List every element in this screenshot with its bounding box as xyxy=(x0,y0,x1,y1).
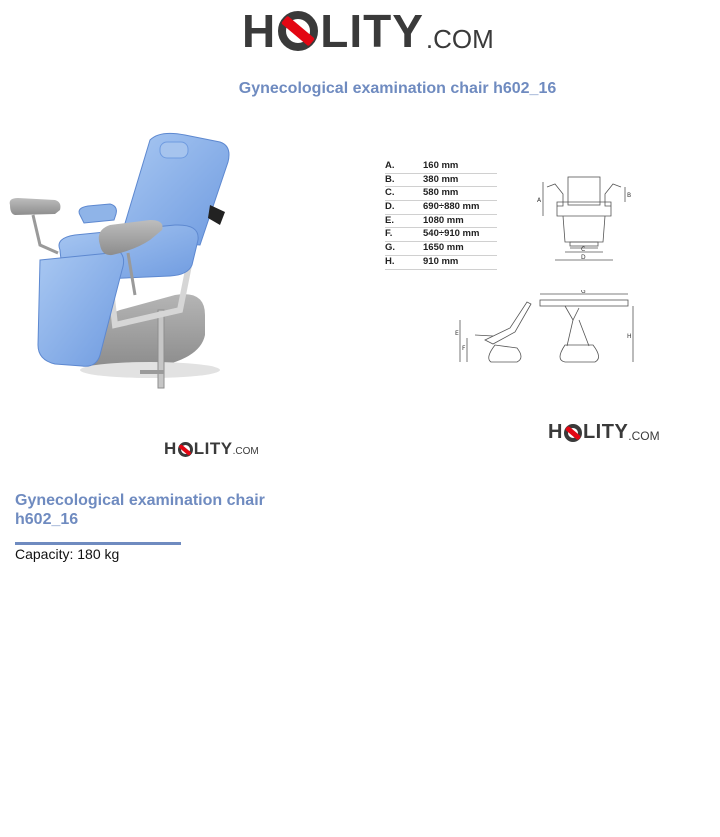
logo-o-icon xyxy=(564,424,582,442)
logo-letter-h: H xyxy=(548,421,563,443)
product-title: Gynecological examination chair h602_16 xyxy=(15,492,265,528)
dimension-value: 1080 mm xyxy=(423,214,464,226)
title-underline xyxy=(15,542,181,545)
logo-word: LITY xyxy=(320,5,424,57)
logo-word: LITY xyxy=(193,439,233,458)
drawing-label-g: G xyxy=(581,290,586,295)
dimension-row xyxy=(385,187,497,201)
drawing-label-f: F xyxy=(462,345,466,352)
dimension-value: 1650 mm xyxy=(423,242,464,254)
holity-logo[interactable] xyxy=(242,5,494,57)
dimension-key: D. xyxy=(385,201,395,213)
drawing-label-c: C xyxy=(581,246,586,253)
dimension-key: G. xyxy=(385,242,396,254)
holity-logo-watermark-2 xyxy=(548,422,660,443)
front-view-drawing xyxy=(535,172,635,264)
dimension-value: 160 mm xyxy=(423,160,459,171)
logo-tld: .COM xyxy=(628,429,660,443)
logo-tld: .COM xyxy=(425,24,494,54)
drawing-label-b: B xyxy=(627,192,632,199)
dimension-key: A. xyxy=(385,160,395,171)
dimension-row xyxy=(385,228,497,242)
dimension-row xyxy=(385,242,497,256)
drawing-label-a: A xyxy=(537,197,542,204)
dimension-row xyxy=(385,174,497,188)
dimension-row xyxy=(385,256,497,270)
dimension-value: 540÷910 mm xyxy=(423,228,480,240)
logo-word: LITY xyxy=(582,421,629,443)
dimension-key: H. xyxy=(385,255,395,267)
side-view-drawings xyxy=(455,290,635,368)
drawing-label-d: D xyxy=(581,254,586,261)
dimension-value: 580 mm xyxy=(423,187,459,199)
dimension-table xyxy=(385,160,497,270)
product-photo xyxy=(0,120,280,400)
dimension-row xyxy=(385,215,497,229)
logo-tld: .COM xyxy=(232,446,259,457)
logo-letter-h: H xyxy=(242,5,277,57)
dimension-value: 380 mm xyxy=(423,173,459,185)
logo-o-icon xyxy=(278,11,318,51)
page-title: Gynecological examination chair h602_16 xyxy=(238,80,557,97)
logo-letter-h: H xyxy=(164,439,177,458)
dimension-key: F. xyxy=(385,228,393,240)
dimension-row xyxy=(385,160,497,174)
drawing-label-h: H xyxy=(627,333,632,340)
drawing-label-e: E xyxy=(455,330,459,337)
dimension-row xyxy=(385,201,497,215)
capacity-text: Capacity: 180 kg xyxy=(15,546,120,562)
dimension-value: 910 mm xyxy=(423,255,459,267)
dimension-key: C. xyxy=(385,187,395,199)
dimension-key: E. xyxy=(385,214,394,226)
dimension-value: 690÷880 mm xyxy=(423,201,480,213)
dimension-key: B. xyxy=(385,173,395,185)
holity-logo-watermark xyxy=(164,440,259,458)
logo-o-icon xyxy=(178,442,193,457)
